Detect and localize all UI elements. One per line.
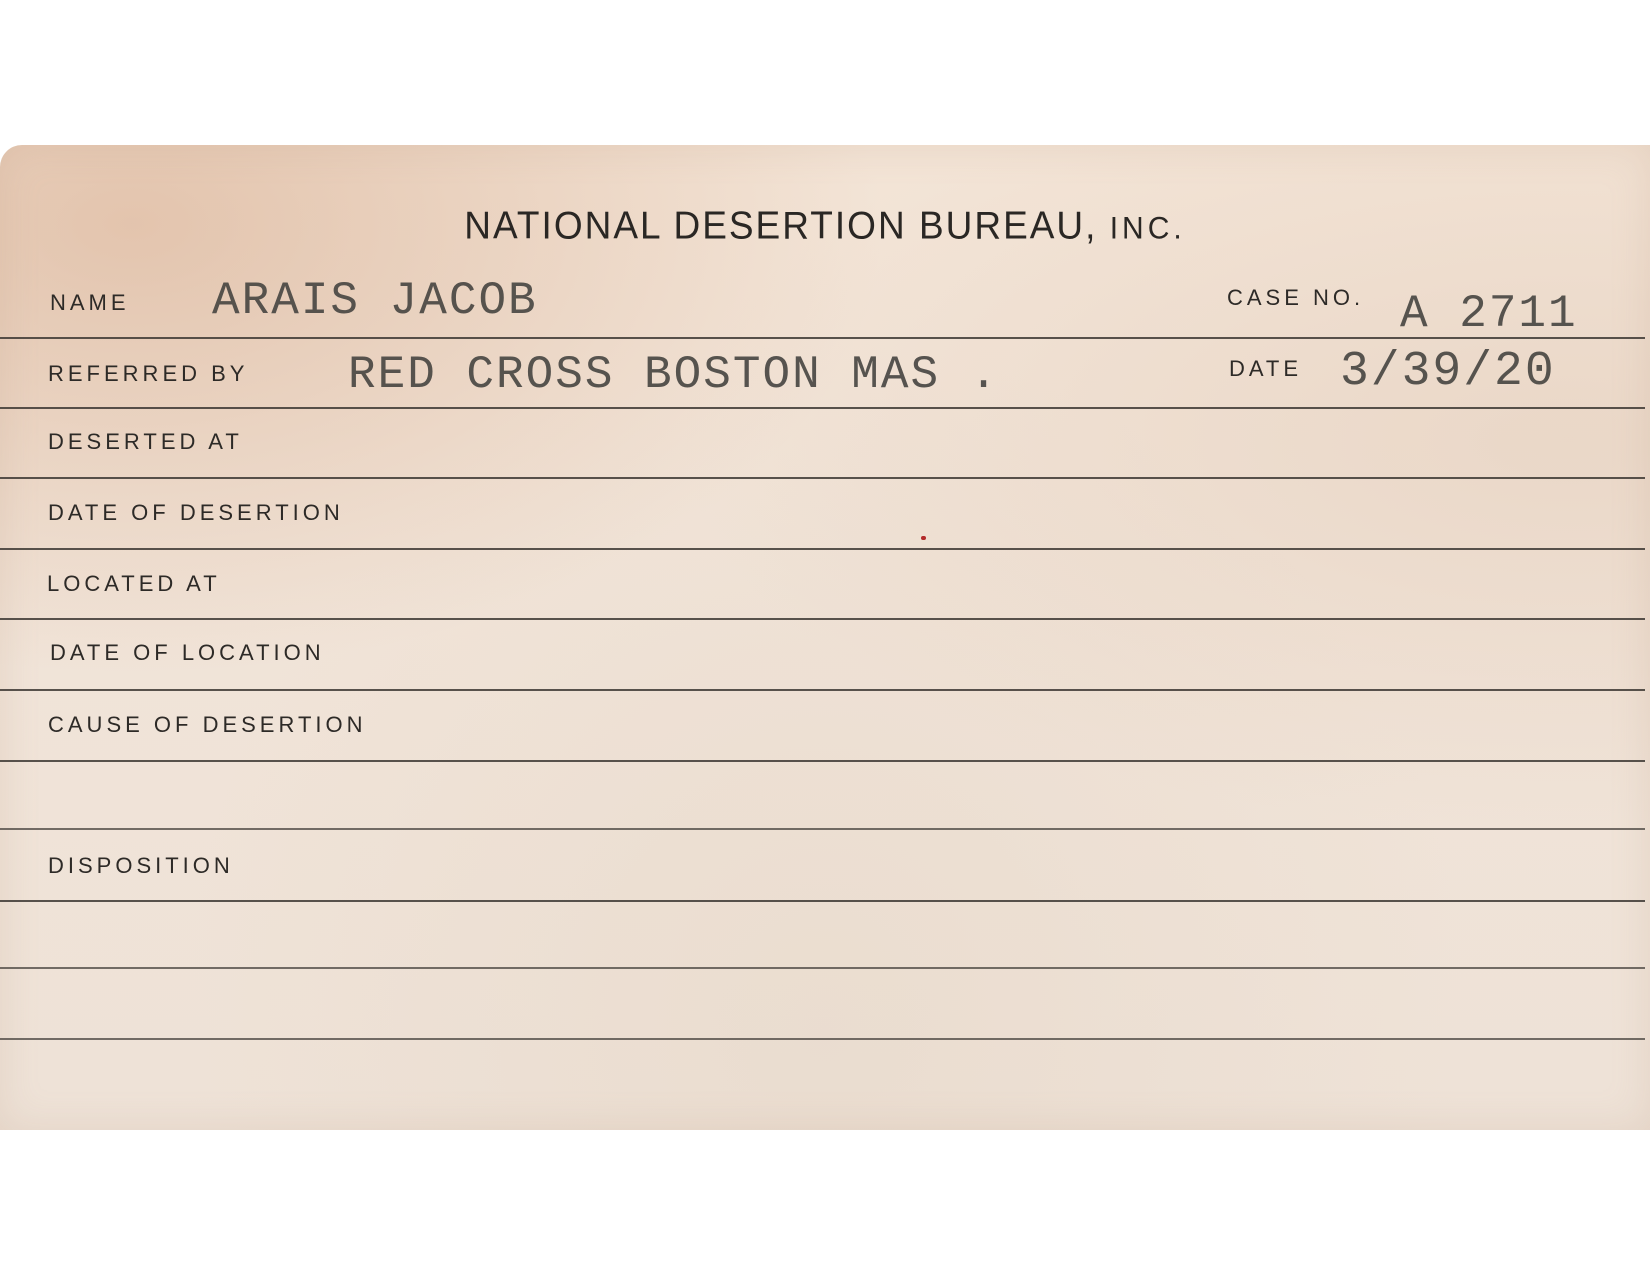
date-of-location-line — [0, 689, 1645, 691]
cause-of-desertion-label: CAUSE OF DESERTION — [48, 712, 367, 737]
disposition-line-1 — [0, 900, 1645, 902]
date-value: 3/39/20 — [1340, 345, 1556, 399]
cause-of-desertion-line-1 — [0, 760, 1645, 762]
bureau-name: NATIONAL DESERTION BUREAU, — [464, 203, 1098, 247]
disposition-line-3 — [0, 1038, 1645, 1040]
date-label: DATE — [1229, 356, 1303, 381]
index-card — [0, 145, 1650, 1130]
date-of-desertion-label: DATE OF DESERTION — [48, 500, 344, 525]
cause-of-desertion-line-2 — [0, 828, 1645, 830]
case-no-value: A 2711 — [1400, 288, 1578, 340]
referred-by-label: REFERRED BY — [48, 361, 249, 386]
disposition-line-2 — [0, 967, 1645, 969]
bureau-suffix: INC. — [1109, 211, 1186, 246]
referred-by-line — [0, 407, 1645, 409]
red-ink-mark — [921, 536, 926, 540]
name-line — [0, 337, 1645, 339]
name-value: ARAIS JACOB — [212, 275, 538, 327]
date-of-location-label: DATE OF LOCATION — [50, 640, 325, 665]
deserted-at-line — [0, 477, 1645, 479]
disposition-label: DISPOSITION — [48, 853, 234, 878]
case-no-label: CASE NO. — [1227, 285, 1365, 310]
referred-by-value: RED CROSS BOSTON MAS . — [348, 349, 1000, 401]
located-at-line — [0, 618, 1645, 620]
date-of-desertion-line — [0, 548, 1645, 550]
card-title — [0, 204, 1650, 248]
located-at-label: LOCATED AT — [47, 571, 221, 596]
name-label: NAME — [50, 290, 130, 315]
deserted-at-label: DESERTED AT — [48, 429, 243, 454]
